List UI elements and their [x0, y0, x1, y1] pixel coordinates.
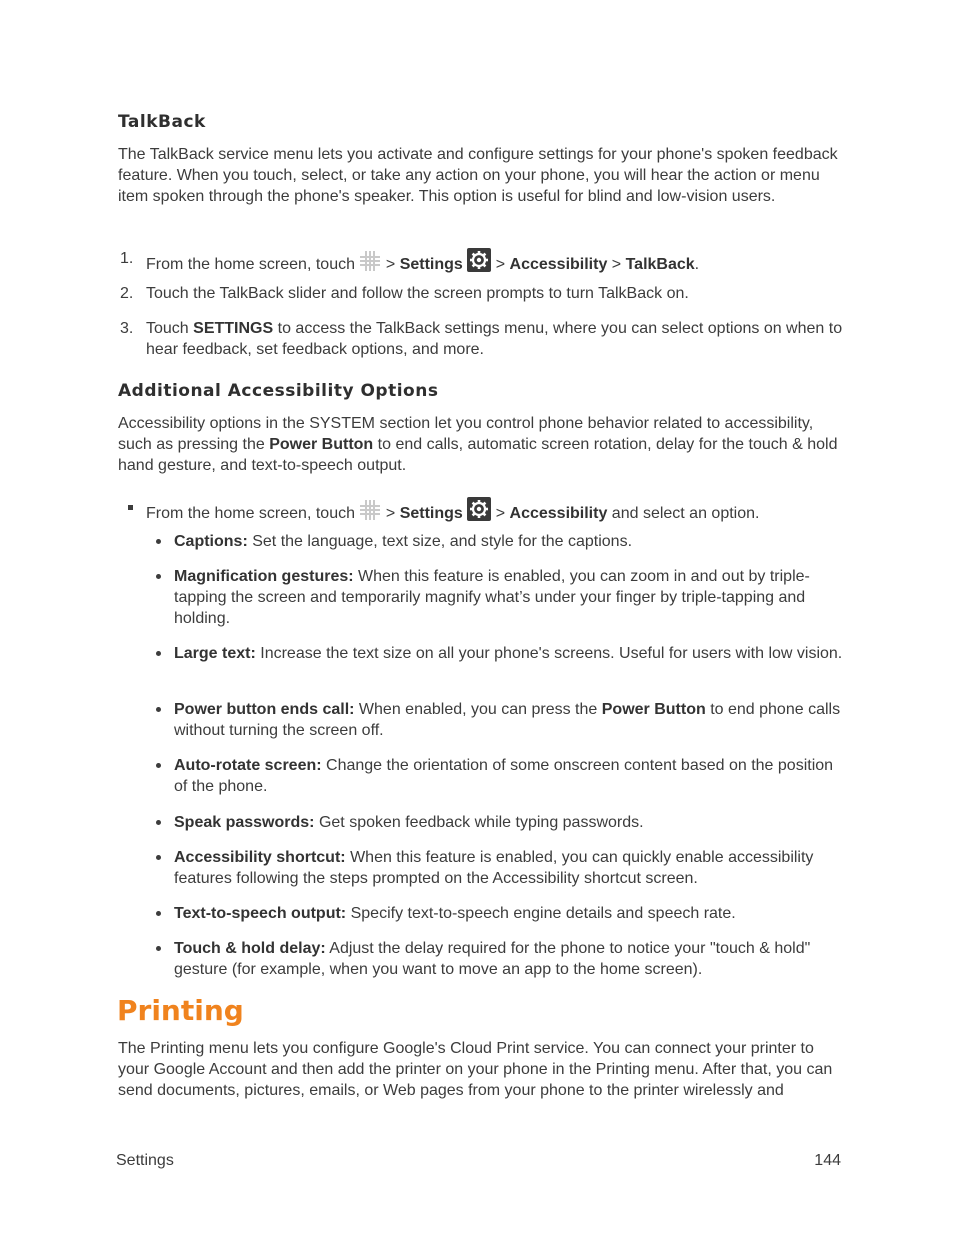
- option-text: Get spoken feedback while typing passwords.: [318, 814, 644, 831]
- menu-accessibility: Accessibility: [509, 505, 608, 522]
- option-text: When this feature is enabled, you can zoom in and out by triple-tapping the screen and temporarily magnify what’s under your finger by triple-tapping and holding.: [174, 568, 810, 627]
- round-bullet-icon: [156, 855, 161, 860]
- square-bullet-icon: [128, 505, 133, 510]
- step-number: 2.: [120, 285, 134, 302]
- bullet-text: and select an option.: [611, 505, 760, 522]
- footer-page-number: 144: [814, 1152, 841, 1169]
- period: .: [694, 256, 700, 273]
- option-text: Specify text-to-speech engine details and speech rate.: [350, 905, 736, 922]
- option-label: Touch & hold delay:: [174, 940, 326, 957]
- apps-grid-icon: [359, 250, 381, 272]
- option-text: Set the language, text size, and style for the captions.: [252, 533, 633, 550]
- separator: >: [385, 256, 396, 273]
- menu-settings: Settings: [399, 505, 463, 522]
- round-bullet-icon: [156, 707, 161, 712]
- bullet-text: From the home screen, touch: [146, 505, 355, 522]
- printing-intro: The Printing menu lets you configure Google's Cloud Print service. You can connect your printer to your Google Account and then add the printer on your phone in the Printing menu. After that, you can send documents, pictures, emails, or Web pages from your phone to the printer wirelessly and: [118, 1040, 833, 1099]
- round-bullet-icon: [156, 946, 161, 951]
- option-label: Accessibility shortcut:: [174, 849, 346, 866]
- menu-settings: Settings: [399, 256, 463, 273]
- option-text: Increase the text size on all your phone's screens. Useful for users with low vision.: [260, 645, 843, 662]
- step-number: 3.: [120, 320, 134, 337]
- option-text: Adjust the delay required for the phone to notice your "touch & hold" gesture (for example, when you want to move an app to the home screen).: [174, 940, 811, 978]
- option-label: Text-to-speech output:: [174, 905, 347, 922]
- option-text: When this feature is enabled, you can quickly enable accessibility features following the steps prompted on the Accessibility shortcut screen.: [174, 849, 814, 887]
- option-label: Captions:: [174, 533, 248, 550]
- round-bullet-icon: [156, 911, 161, 916]
- option-bold: Power Button: [601, 701, 706, 718]
- round-bullet-icon: [156, 539, 161, 544]
- step-number: 1.: [120, 250, 134, 267]
- option-label: Large text:: [174, 645, 256, 662]
- talkback-intro: The TalkBack service menu lets you activate and configure settings for your phone's spoken feedback feature. When you touch, select, or take any action on your phone, you will hear the action or menu item spoken through the phone's speaker. This option is useful for blind and low-vision users.: [118, 146, 838, 205]
- step-text: Touch: [146, 320, 189, 337]
- menu-talkback: TalkBack: [625, 256, 695, 273]
- option-label: Power button ends call:: [174, 701, 355, 718]
- separator: >: [495, 505, 506, 522]
- footer-section-name: Settings: [116, 1152, 174, 1169]
- option-label: Auto-rotate screen:: [174, 757, 322, 774]
- step-text: to access the TalkBack settings menu, where you can select options on when to hear feedback, set feedback options, and more.: [146, 320, 843, 358]
- option-text: to end phone calls without turning the screen off.: [174, 701, 841, 739]
- option-label: Speak passwords:: [174, 814, 315, 831]
- gear-icon: [467, 497, 491, 521]
- option-text: Change the orientation of some onscreen content based on the position of the phone.: [174, 757, 834, 795]
- section-heading-additional: Additional Accessibility Options: [118, 381, 439, 401]
- menu-accessibility: Accessibility: [509, 256, 608, 273]
- section-heading-talkback: TalkBack: [118, 112, 206, 132]
- round-bullet-icon: [156, 651, 161, 656]
- separator: >: [495, 256, 506, 273]
- step-text: From the home screen, touch: [146, 256, 355, 273]
- menu-settings-caps: SETTINGS: [193, 320, 274, 337]
- option-text: When enabled, you can press the: [358, 701, 598, 718]
- step-text: Touch the TalkBack slider and follow the screen prompts to turn TalkBack on.: [146, 285, 689, 302]
- round-bullet-icon: [156, 763, 161, 768]
- section-heading-printing: Printing: [117, 994, 244, 1027]
- option-label: Magnification gestures:: [174, 568, 354, 585]
- round-bullet-icon: [156, 820, 161, 825]
- separator: >: [611, 256, 622, 273]
- gear-icon: [467, 248, 491, 272]
- apps-grid-icon: [359, 499, 381, 521]
- separator: >: [385, 505, 396, 522]
- round-bullet-icon: [156, 574, 161, 579]
- additional-intro: Accessibility options in the SYSTEM section let you control phone behavior related to accessibility, such as pressing the Power Button to end calls, automatic screen rotation, delay for the touch & hold hand gesture, and text-to-speech output.: [118, 415, 838, 474]
